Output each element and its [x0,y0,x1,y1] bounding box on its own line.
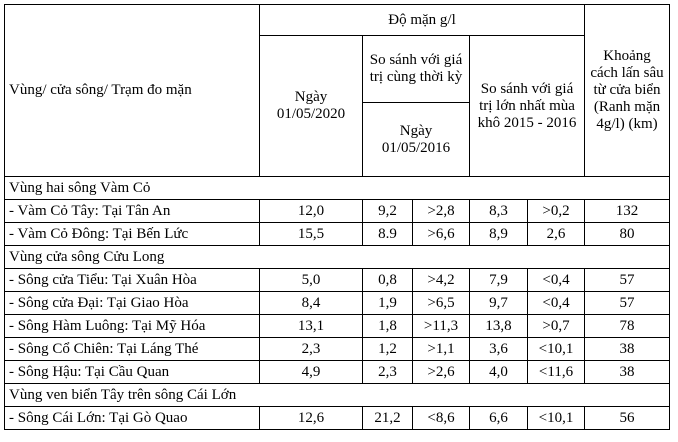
header-compare-same-date: Ngày 01/05/2016 [363,103,470,177]
value-2020: 8,4 [260,292,363,315]
same-period-diff: >11,3 [413,315,470,338]
distance: 57 [585,269,670,292]
group-row [5,384,670,407]
same-period-value: 0,8 [363,269,413,292]
distance: 38 [585,338,670,361]
same-period-value: 21,2 [363,407,413,430]
same-period-value: 8.9 [363,223,413,246]
salinity-table-container [4,4,670,430]
max-value: 3,6 [470,338,528,361]
max-value: 9,7 [470,292,528,315]
header-compare-max-dry: So sánh với giá trị lớn nhất mùa khô 2015 - 2016 [470,36,585,177]
max-diff: <0,4 [528,269,585,292]
max-diff: <0,4 [528,292,585,315]
station-name: - Sông Hàm Luông: Tại Mỹ Hóa [5,315,260,338]
header-distance: Khoảng cách lấn sâu từ cửa biển (Ranh mặn 4g/l) (km) [585,5,670,177]
table-row [5,200,670,223]
header-compare-same-period: So sánh với giá trị cùng thời kỳ [363,36,470,103]
max-diff: >0,2 [528,200,585,223]
max-diff: <10,1 [528,407,585,430]
max-diff: <10,1 [528,338,585,361]
table-row [5,315,670,338]
value-2020: 4,9 [260,361,363,384]
header-salinity-group: Độ mặn g/l [260,5,585,36]
value-2020: 12,0 [260,200,363,223]
group-title: Vùng cửa sông Cửu Long [5,246,670,269]
table-row [5,338,670,361]
station-name: - Sông cửa Tiểu: Tại Xuân Hòa [5,269,260,292]
max-value: 4,0 [470,361,528,384]
same-period-diff: <8,6 [413,407,470,430]
same-period-diff: >2,6 [413,361,470,384]
same-period-diff: >2,8 [413,200,470,223]
value-2020: 15,5 [260,223,363,246]
header-region: Vùng/ cửa sông/ Trạm đo mặn [5,5,260,177]
station-name: - Vàm Cỏ Tây: Tại Tân An [5,200,260,223]
station-name: - Vàm Cỏ Đông: Tại Bến Lức [5,223,260,246]
same-period-value: 2,3 [363,361,413,384]
max-diff: >0,7 [528,315,585,338]
same-period-diff: >6,5 [413,292,470,315]
max-value: 7,9 [470,269,528,292]
header-date-2020: Ngày 01/05/2020 [260,36,363,177]
same-period-diff: >1,1 [413,338,470,361]
same-period-value: 9,2 [363,200,413,223]
station-name: - Sông Hậu: Tại Cầu Quan [5,361,260,384]
table-row [5,407,670,430]
same-period-value: 1,8 [363,315,413,338]
table-row [5,292,670,315]
distance: 56 [585,407,670,430]
salinity-table [4,4,670,430]
table-row [5,361,670,384]
distance: 132 [585,200,670,223]
station-name: - Sông cửa Đại: Tại Giao Hòa [5,292,260,315]
station-name: - Sông Cổ Chiên: Tại Láng Thé [5,338,260,361]
same-period-value: 1,9 [363,292,413,315]
value-2020: 13,1 [260,315,363,338]
max-value: 13,8 [470,315,528,338]
max-diff: <11,6 [528,361,585,384]
group-row [5,246,670,269]
max-value: 8,9 [470,223,528,246]
value-2020: 2,3 [260,338,363,361]
station-name: - Sông Cái Lớn: Tại Gò Quao [5,407,260,430]
max-value: 6,6 [470,407,528,430]
distance: 78 [585,315,670,338]
group-title: Vùng ven biển Tây trên sông Cái Lớn [5,384,670,407]
value-2020: 12,6 [260,407,363,430]
same-period-diff: >4,2 [413,269,470,292]
max-value: 8,3 [470,200,528,223]
group-row [5,177,670,200]
max-diff: 2,6 [528,223,585,246]
distance: 38 [585,361,670,384]
same-period-diff: >6,6 [413,223,470,246]
table-row [5,223,670,246]
same-period-value: 1,2 [363,338,413,361]
distance: 57 [585,292,670,315]
distance: 80 [585,223,670,246]
group-title: Vùng hai sông Vàm Cỏ [5,177,670,200]
value-2020: 5,0 [260,269,363,292]
table-row [5,269,670,292]
